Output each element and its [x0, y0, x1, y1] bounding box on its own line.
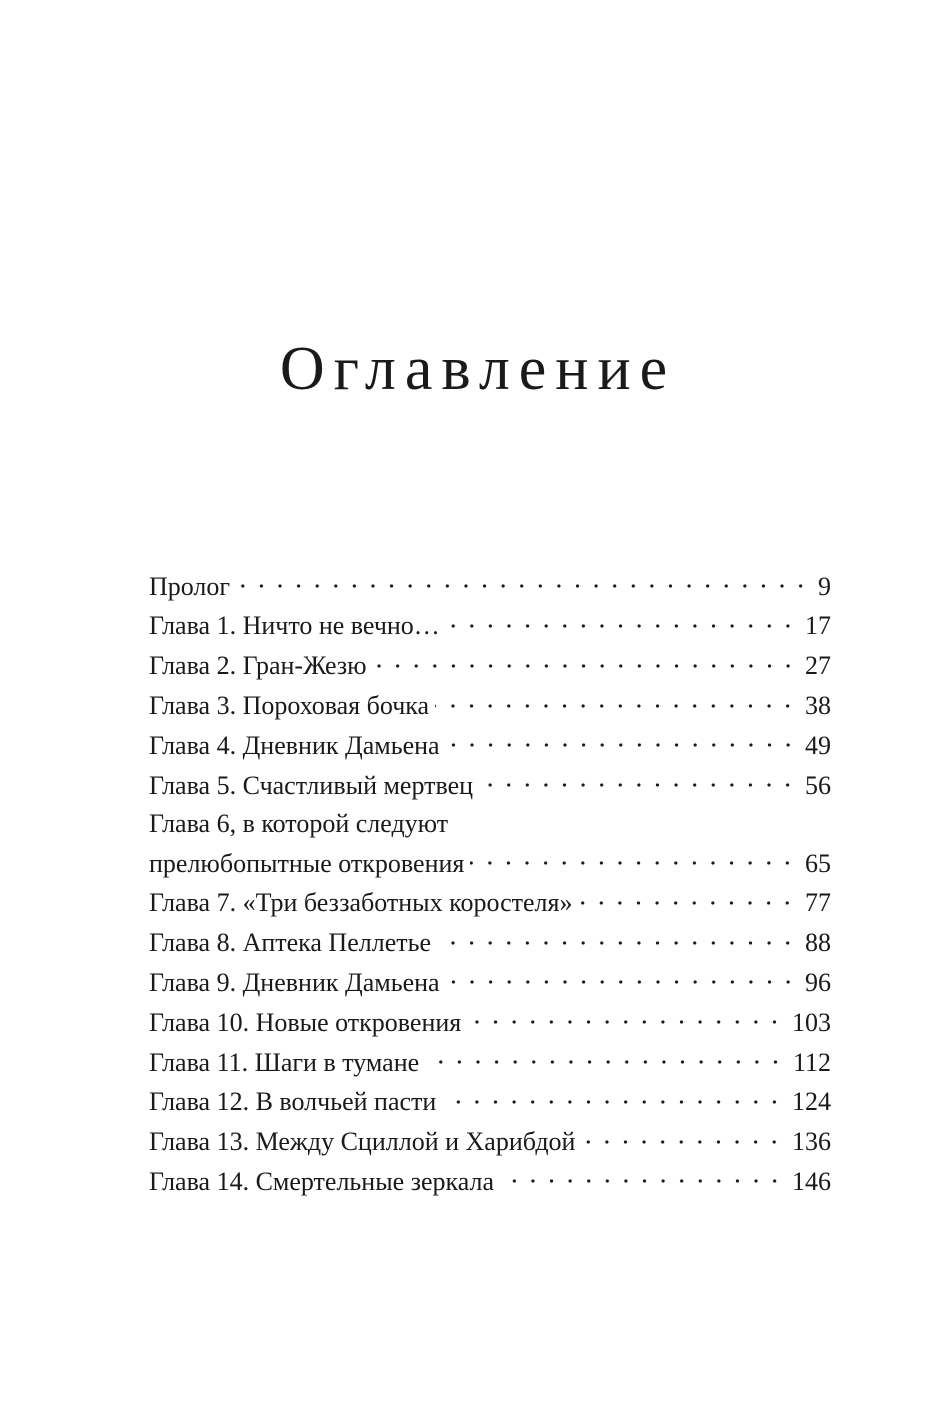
toc-entry-title: Глава 11. Шаги в тумане	[149, 1047, 420, 1077]
dot-leader	[479, 768, 797, 797]
toc-entry-title: Глава 10. Новые откровения	[149, 1007, 462, 1037]
toc-page-number: 65	[805, 848, 831, 878]
toc-page-number: 77	[805, 888, 831, 918]
toc-page-number: 136	[792, 1127, 831, 1157]
dot-leader	[470, 846, 797, 875]
dot-leader	[442, 1085, 784, 1114]
toc-entry-chapter-4	[149, 725, 831, 765]
toc-line	[149, 566, 831, 606]
toc-entry-title: Глава 13. Между Сциллой и Харибдой	[149, 1127, 576, 1157]
toc-entry-title: Глава 9. Дневник Дамьена	[149, 967, 440, 997]
toc-entry-title: Глава 7. «Три беззаботных коростеля»	[149, 888, 573, 918]
toc-line	[149, 962, 831, 1002]
toc-entry-title: Глава 5. Счастливый мертвец	[149, 770, 474, 800]
toc-entry-chapter-6	[149, 805, 831, 883]
toc-entry-chapter-5	[149, 765, 831, 805]
toc-entry-title: Глава 4. Дневник Дамьена	[149, 730, 440, 760]
toc-line	[149, 1161, 831, 1201]
toc-line	[149, 606, 831, 646]
toc-entry-title: Глава 1. Ничто не вечно…	[149, 611, 440, 641]
toc-line	[149, 685, 831, 725]
toc-line	[149, 1082, 831, 1122]
toc-line	[149, 923, 831, 963]
toc-line	[149, 1042, 831, 1082]
toc-line	[149, 725, 831, 765]
dot-leader	[446, 965, 797, 994]
toc-page-number: 38	[805, 690, 831, 720]
toc-entry-chapter-14	[149, 1161, 831, 1201]
toc-page-number: 27	[805, 651, 831, 681]
toc-entry-title: Глава 2. Гран-Жезю	[149, 651, 367, 681]
dot-leader	[437, 926, 797, 955]
dot-leader	[435, 689, 797, 718]
dot-leader	[467, 1005, 784, 1034]
toc-entry-title: Глава 3. Пороховая бочка	[149, 690, 430, 720]
toc-entry-chapter-3	[149, 685, 831, 725]
toc-page-number: 96	[805, 967, 831, 997]
toc-entry-chapter-11	[149, 1042, 831, 1082]
toc-entry-title-line-1: Глава 6, в которой следуют	[149, 808, 449, 838]
toc-entry-chapter-13	[149, 1122, 831, 1162]
dot-leader	[425, 1045, 785, 1074]
toc-page-number: 103	[792, 1007, 831, 1037]
toc-page-number: 124	[792, 1087, 831, 1117]
toc-page-number: 9	[818, 571, 831, 601]
dot-leader	[581, 1125, 784, 1154]
toc-entry-chapter-7	[149, 883, 831, 923]
toc-line	[149, 1002, 831, 1042]
toc-entry-chapter-10	[149, 1002, 831, 1042]
toc-entry-prologue	[149, 566, 831, 606]
toc-page-number: 112	[792, 1047, 831, 1077]
toc-page-number: 146	[792, 1166, 831, 1196]
table-of-contents	[149, 566, 831, 1201]
toc-entry-title: Глава 8. Аптека Пеллетье	[149, 928, 432, 958]
toc-entry-chapter-9	[149, 962, 831, 1002]
toc-entry-title: Пролог	[149, 571, 231, 601]
toc-entry-chapter-2	[149, 646, 831, 686]
page-title: Оглавление	[279, 335, 677, 403]
toc-page-number: 88	[805, 928, 831, 958]
toc-line	[149, 1122, 831, 1162]
toc-line	[149, 805, 831, 843]
dot-leader	[500, 1164, 784, 1193]
dot-leader	[446, 728, 797, 757]
toc-entry-title: Глава 14. Смертельные зеркала	[149, 1166, 495, 1196]
toc-entry-chapter-8	[149, 923, 831, 963]
toc-line	[149, 883, 831, 923]
toc-line	[149, 646, 831, 686]
toc-entry-title: Глава 12. В волчьей пасти	[149, 1087, 437, 1117]
dot-leader	[236, 569, 810, 598]
toc-line	[149, 843, 831, 883]
toc-entry-title-line-2: прелюбопытные откровения	[149, 848, 465, 878]
toc-entry-chapter-12	[149, 1082, 831, 1122]
dot-leader	[373, 649, 797, 678]
toc-page-number: 17	[805, 611, 831, 641]
dot-leader	[446, 609, 797, 638]
toc-page-number: 56	[805, 770, 831, 800]
toc-entry-chapter-1	[149, 606, 831, 646]
dot-leader	[578, 886, 797, 915]
toc-page-number: 49	[805, 730, 831, 760]
toc-line	[149, 765, 831, 805]
